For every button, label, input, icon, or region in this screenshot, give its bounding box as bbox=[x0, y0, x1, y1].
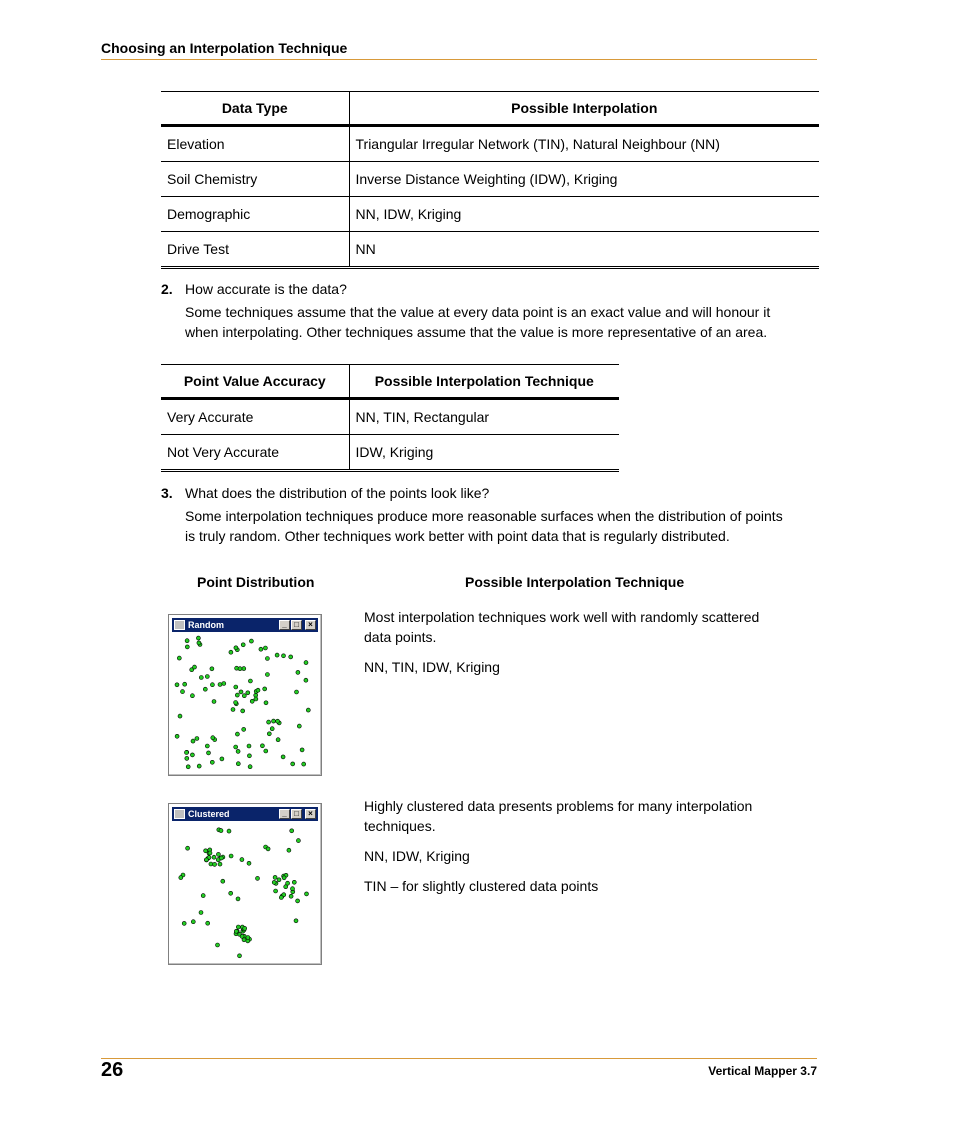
product-name: Vertical Mapper 3.7 bbox=[708, 1064, 817, 1078]
paragraph-line: Some techniques assume that the value at every data point is an exact value and will honour it bbox=[185, 304, 771, 320]
technique-list: NN, TIN, IDW, Kriging bbox=[364, 659, 500, 675]
point-marker bbox=[286, 881, 290, 885]
paragraph-line: data points. bbox=[364, 629, 437, 645]
point-marker bbox=[296, 839, 300, 843]
point-marker bbox=[236, 925, 240, 929]
point-marker bbox=[179, 876, 183, 880]
point-marker bbox=[248, 679, 252, 683]
paragraph-line: Highly clustered data presents problems for many interpolation bbox=[364, 798, 753, 814]
close-icon: × bbox=[305, 620, 316, 630]
point-marker bbox=[182, 921, 186, 925]
point-marker bbox=[175, 734, 179, 738]
point-marker bbox=[247, 861, 251, 865]
table-row bbox=[161, 399, 619, 435]
point-marker bbox=[250, 699, 254, 703]
point-marker bbox=[265, 657, 269, 661]
point-marker bbox=[185, 645, 189, 649]
point-marker bbox=[235, 693, 239, 697]
point-marker bbox=[256, 688, 260, 692]
point-marker bbox=[191, 739, 195, 743]
point-marker bbox=[242, 938, 246, 942]
point-marker bbox=[246, 936, 250, 940]
point-marker bbox=[178, 714, 182, 718]
point-marker bbox=[218, 862, 222, 866]
point-marker bbox=[276, 719, 280, 723]
point-marker bbox=[272, 719, 276, 723]
point-marker bbox=[212, 855, 216, 859]
point-marker bbox=[229, 650, 233, 654]
point-marker bbox=[282, 654, 286, 658]
point-marker bbox=[204, 858, 208, 862]
point-marker bbox=[265, 673, 269, 677]
point-marker bbox=[289, 655, 293, 659]
step-question: What does the distribution of the points look like? bbox=[185, 485, 490, 501]
point-marker bbox=[242, 727, 246, 731]
point-marker bbox=[210, 760, 214, 764]
table-row bbox=[161, 126, 819, 162]
point-marker bbox=[238, 954, 242, 958]
technique-list: NN, IDW, Kriging bbox=[364, 848, 470, 864]
table-cell: Inverse Distance Weighting (IDW), Kriging bbox=[349, 162, 819, 197]
point-marker bbox=[259, 647, 263, 651]
point-marker bbox=[207, 751, 211, 755]
point-marker bbox=[185, 756, 189, 760]
point-marker bbox=[190, 753, 194, 757]
app-icon bbox=[174, 809, 185, 819]
table-row bbox=[161, 435, 619, 471]
point-marker bbox=[213, 862, 217, 866]
point-marker bbox=[234, 685, 238, 689]
point-marker bbox=[263, 646, 267, 650]
point-marker bbox=[264, 749, 268, 753]
point-marker bbox=[275, 653, 279, 657]
point-marker bbox=[181, 690, 185, 694]
step-number: 3. bbox=[161, 485, 173, 501]
point-marker bbox=[304, 678, 308, 682]
random-points-window bbox=[168, 614, 322, 776]
point-marker bbox=[234, 929, 238, 933]
point-marker bbox=[205, 675, 209, 679]
point-marker bbox=[256, 876, 260, 880]
point-marker bbox=[246, 691, 250, 695]
point-marker bbox=[229, 854, 233, 858]
random-description bbox=[364, 607, 814, 677]
point-marker bbox=[248, 765, 252, 769]
minimize-icon: _ bbox=[279, 809, 290, 819]
point-marker bbox=[305, 892, 309, 896]
window-title: Clustered bbox=[188, 809, 230, 819]
paragraph-line: is truly random. Other techniques work better with point data that is regularly distributed. bbox=[185, 528, 730, 544]
point-marker bbox=[210, 683, 214, 687]
point-marker bbox=[254, 697, 258, 701]
point-marker bbox=[185, 639, 189, 643]
technique-column-header: Possible Interpolation Technique bbox=[465, 574, 685, 590]
window-title: Random bbox=[188, 620, 224, 630]
table-cell: Drive Test bbox=[167, 241, 229, 257]
step-number: 2. bbox=[161, 281, 173, 297]
point-marker bbox=[279, 896, 283, 900]
footer-rule bbox=[101, 1058, 817, 1059]
point-marker bbox=[205, 744, 209, 748]
point-marker bbox=[241, 709, 245, 713]
point-marker bbox=[296, 899, 300, 903]
table-cell: NN, IDW, Kriging bbox=[349, 197, 819, 232]
table-header-cell: Possible Interpolation bbox=[349, 92, 819, 126]
maximize-icon: □ bbox=[291, 620, 302, 630]
point-marker bbox=[302, 762, 306, 766]
paragraph-line: techniques. bbox=[364, 818, 436, 834]
point-marker bbox=[235, 732, 239, 736]
point-marker bbox=[238, 667, 242, 671]
app-icon bbox=[174, 620, 185, 630]
point-marker bbox=[264, 701, 268, 705]
minimize-icon: _ bbox=[279, 620, 290, 630]
point-marker bbox=[186, 846, 190, 850]
paragraph-line: when interpolating. Other techniques assume that the value is more representative of an area. bbox=[185, 324, 768, 340]
point-marker bbox=[306, 708, 310, 712]
window-titlebar bbox=[172, 618, 318, 632]
table-cell: Triangular Irregular Network (TIN), Natural Neighbour (NN) bbox=[349, 126, 819, 162]
point-marker bbox=[183, 682, 187, 686]
point-marker bbox=[199, 676, 203, 680]
point-marker bbox=[287, 848, 291, 852]
point-marker bbox=[193, 665, 197, 669]
point-marker bbox=[236, 749, 240, 753]
point-marker bbox=[270, 727, 274, 731]
point-marker bbox=[229, 891, 233, 895]
point-marker bbox=[222, 682, 226, 686]
data-type-table bbox=[161, 91, 819, 269]
technique-note: TIN – for slightly clustered data points bbox=[364, 878, 599, 894]
point-marker bbox=[190, 694, 194, 698]
header-rule bbox=[101, 59, 817, 60]
point-marker bbox=[249, 639, 253, 643]
point-marker bbox=[239, 690, 243, 694]
point-marker bbox=[209, 862, 213, 866]
paragraph-line: Most interpolation techniques work well with randomly scattered bbox=[364, 609, 760, 625]
point-marker bbox=[263, 687, 267, 691]
page-number: 26 bbox=[101, 1059, 124, 1081]
close-icon: × bbox=[305, 809, 316, 819]
point-marker bbox=[197, 641, 201, 645]
clustered-points-window bbox=[168, 803, 322, 965]
point-marker bbox=[234, 701, 238, 705]
point-marker bbox=[296, 670, 300, 674]
point-marker bbox=[267, 720, 271, 724]
point-marker bbox=[242, 694, 246, 698]
point-marker bbox=[231, 708, 235, 712]
point-marker bbox=[267, 732, 271, 736]
table-row bbox=[161, 162, 819, 197]
table-cell: Not Very Accurate bbox=[167, 444, 280, 460]
point-marker bbox=[227, 829, 231, 833]
table-cell: NN, TIN, Rectangular bbox=[349, 399, 619, 435]
point-marker bbox=[295, 690, 299, 694]
table-cell: IDW, Kriging bbox=[349, 435, 619, 471]
window-titlebar bbox=[172, 807, 318, 821]
point-marker bbox=[216, 943, 220, 947]
point-marker bbox=[195, 737, 199, 741]
table-cell: Elevation bbox=[167, 136, 225, 152]
point-marker bbox=[282, 876, 286, 880]
point-marker bbox=[304, 661, 308, 665]
table-cell: NN bbox=[349, 232, 819, 268]
table-cell: Soil Chemistry bbox=[167, 171, 258, 187]
point-marker bbox=[294, 919, 298, 923]
point-marker bbox=[276, 738, 280, 742]
table-cell: Demographic bbox=[167, 206, 251, 222]
point-marker bbox=[221, 879, 225, 883]
point-marker bbox=[201, 894, 205, 898]
point-marker bbox=[236, 762, 240, 766]
point-marker bbox=[199, 911, 203, 915]
table-header-row bbox=[161, 92, 819, 126]
step-question: How accurate is the data? bbox=[185, 281, 347, 297]
point-marker bbox=[274, 889, 278, 893]
table-header-row bbox=[161, 365, 619, 399]
point-marker bbox=[197, 764, 201, 768]
table-cell: Very Accurate bbox=[167, 409, 254, 425]
point-marker bbox=[272, 880, 276, 884]
point-marker bbox=[220, 757, 224, 761]
point-marker bbox=[266, 847, 270, 851]
point-marker bbox=[191, 920, 195, 924]
point-marker bbox=[218, 683, 222, 687]
point-marker bbox=[297, 724, 301, 728]
point-marker bbox=[177, 656, 181, 660]
point-marker bbox=[300, 748, 304, 752]
point-marker bbox=[243, 926, 247, 930]
point-marker bbox=[291, 887, 295, 891]
point-marker bbox=[216, 852, 220, 856]
point-marker bbox=[206, 921, 210, 925]
point-marker bbox=[273, 875, 277, 879]
table-row bbox=[161, 232, 819, 268]
point-marker bbox=[290, 829, 294, 833]
distribution-column-header: Point Distribution bbox=[197, 574, 315, 590]
point-marker bbox=[203, 687, 207, 691]
table-header-cell: Possible Interpolation Technique bbox=[349, 365, 619, 399]
point-marker bbox=[242, 667, 246, 671]
maximize-icon: □ bbox=[291, 809, 302, 819]
random-point-plot bbox=[171, 633, 317, 773]
point-marker bbox=[186, 765, 190, 769]
table-header-cell: Point Value Accuracy bbox=[183, 373, 326, 389]
point-marker bbox=[219, 856, 223, 860]
point-marker bbox=[247, 754, 251, 758]
point-marker bbox=[175, 683, 179, 687]
point-marker bbox=[277, 878, 281, 882]
body-paragraph bbox=[185, 302, 770, 342]
point-marker bbox=[211, 736, 215, 740]
point-marker bbox=[234, 646, 238, 650]
point-marker bbox=[291, 762, 295, 766]
point-marker bbox=[196, 636, 200, 640]
table-row bbox=[161, 197, 819, 232]
running-header: Choosing an Interpolation Technique bbox=[101, 40, 348, 56]
point-marker bbox=[292, 880, 296, 884]
point-marker bbox=[208, 851, 212, 855]
point-marker bbox=[254, 693, 258, 697]
point-marker bbox=[240, 858, 244, 862]
point-marker bbox=[289, 894, 293, 898]
clustered-description bbox=[364, 796, 814, 896]
point-marker bbox=[241, 643, 245, 647]
point-marker bbox=[247, 744, 251, 748]
point-marker bbox=[185, 751, 189, 755]
table-header-cell: Data Type bbox=[221, 100, 288, 116]
point-marker bbox=[219, 829, 223, 833]
point-marker bbox=[281, 755, 285, 759]
point-marker bbox=[260, 744, 264, 748]
point-marker bbox=[210, 667, 214, 671]
body-paragraph bbox=[185, 506, 783, 546]
point-marker bbox=[236, 897, 240, 901]
accuracy-table bbox=[161, 364, 619, 472]
paragraph-line: Some interpolation techniques produce more reasonable surfaces when the distribution of points bbox=[185, 508, 783, 524]
clustered-point-plot bbox=[171, 822, 317, 962]
point-marker bbox=[212, 700, 216, 704]
point-marker bbox=[234, 745, 238, 749]
